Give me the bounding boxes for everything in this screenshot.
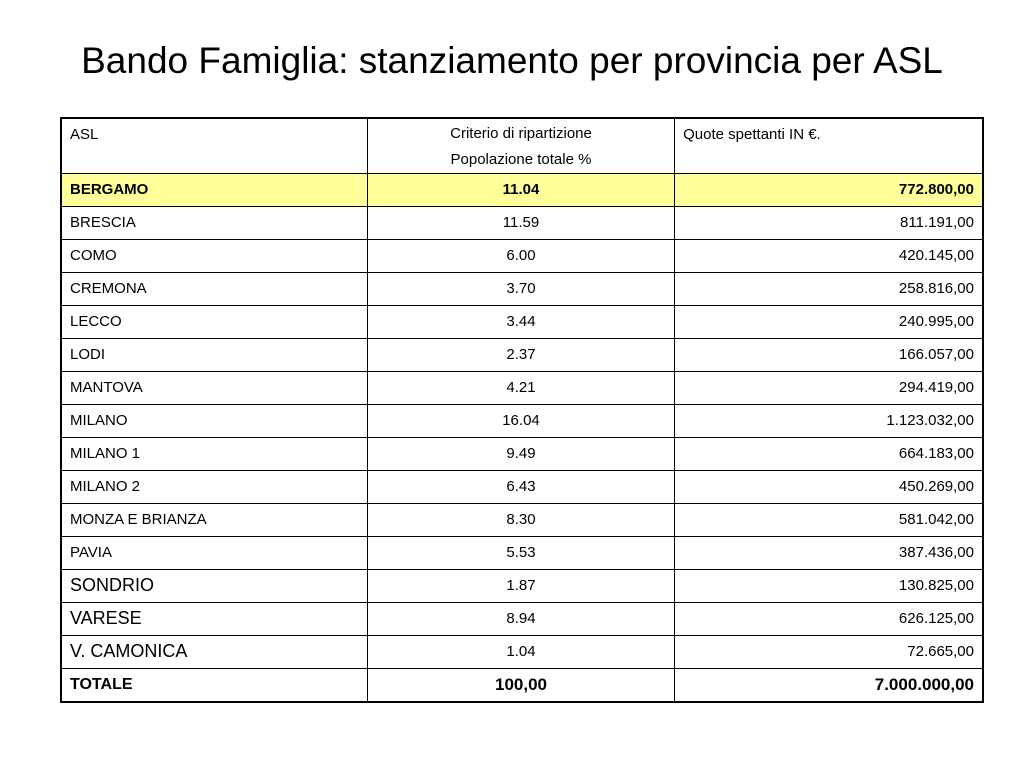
table-total-row bbox=[61, 669, 983, 702]
cell-total-pct: 100,00 bbox=[367, 669, 674, 702]
cell-asl: V. CAMONICA bbox=[61, 636, 367, 669]
cell-asl: LECCO bbox=[61, 306, 367, 339]
cell-asl: COMO bbox=[61, 240, 367, 273]
cell-pct: 1.87 bbox=[367, 570, 674, 603]
table-row bbox=[61, 438, 983, 471]
allocation-table bbox=[60, 117, 984, 703]
cell-asl: BRESCIA bbox=[61, 207, 367, 240]
cell-pct: 3.70 bbox=[367, 273, 674, 306]
cell-quota: 420.145,00 bbox=[675, 240, 983, 273]
cell-asl: MANTOVA bbox=[61, 372, 367, 405]
cell-asl: PAVIA bbox=[61, 537, 367, 570]
table-row bbox=[61, 339, 983, 372]
cell-quota: 664.183,00 bbox=[675, 438, 983, 471]
table-row bbox=[61, 603, 983, 636]
cell-pct: 8.30 bbox=[367, 504, 674, 537]
cell-asl: SONDRIO bbox=[61, 570, 367, 603]
page-title: Bando Famiglia: stanziamento per provincia per ASL bbox=[81, 40, 943, 81]
cell-asl: MILANO 2 bbox=[61, 471, 367, 504]
table-row bbox=[61, 570, 983, 603]
cell-asl: VARESE bbox=[61, 603, 367, 636]
cell-asl: MILANO bbox=[61, 405, 367, 438]
cell-quota: 387.436,00 bbox=[675, 537, 983, 570]
cell-total-quota: 7.000.000,00 bbox=[675, 669, 983, 702]
cell-pct: 6.43 bbox=[367, 471, 674, 504]
cell-pct: 16.04 bbox=[367, 405, 674, 438]
table-row bbox=[61, 306, 983, 339]
table-row bbox=[61, 504, 983, 537]
cell-pct: 3.44 bbox=[367, 306, 674, 339]
table-row bbox=[61, 405, 983, 438]
cell-asl: MILANO 1 bbox=[61, 438, 367, 471]
cell-quota: 166.057,00 bbox=[675, 339, 983, 372]
cell-asl: MONZA E BRIANZA bbox=[61, 504, 367, 537]
cell-pct: 8.94 bbox=[367, 603, 674, 636]
cell-quota: 581.042,00 bbox=[675, 504, 983, 537]
table-row bbox=[61, 174, 983, 207]
cell-asl: LODI bbox=[61, 339, 367, 372]
cell-quota: 294.419,00 bbox=[675, 372, 983, 405]
header-quote: Quote spettanti IN €. bbox=[675, 118, 983, 174]
table-row bbox=[61, 372, 983, 405]
cell-pct: 9.49 bbox=[367, 438, 674, 471]
table-row bbox=[61, 636, 983, 669]
table-row bbox=[61, 471, 983, 504]
cell-pct: 2.37 bbox=[367, 339, 674, 372]
cell-pct: 11.59 bbox=[367, 207, 674, 240]
header-criterio bbox=[367, 118, 674, 174]
cell-pct: 6.00 bbox=[367, 240, 674, 273]
cell-quota: 72.665,00 bbox=[675, 636, 983, 669]
cell-asl: BERGAMO bbox=[61, 174, 367, 207]
header-criterio-line1: Criterio di ripartizione bbox=[450, 125, 592, 142]
cell-pct: 1.04 bbox=[367, 636, 674, 669]
cell-quota: 450.269,00 bbox=[675, 471, 983, 504]
cell-quota: 772.800,00 bbox=[675, 174, 983, 207]
cell-quota: 130.825,00 bbox=[675, 570, 983, 603]
cell-asl: CREMONA bbox=[61, 273, 367, 306]
cell-pct: 11.04 bbox=[367, 174, 674, 207]
cell-total-label: TOTALE bbox=[61, 669, 367, 702]
table-row bbox=[61, 240, 983, 273]
cell-quota: 1.123.032,00 bbox=[675, 405, 983, 438]
cell-quota: 626.125,00 bbox=[675, 603, 983, 636]
header-criterio-line2: Popolazione totale % bbox=[450, 151, 592, 168]
cell-pct: 5.53 bbox=[367, 537, 674, 570]
cell-pct: 4.21 bbox=[367, 372, 674, 405]
table-header-row bbox=[61, 118, 983, 174]
cell-quota: 811.191,00 bbox=[675, 207, 983, 240]
cell-quota: 240.995,00 bbox=[675, 306, 983, 339]
table-row bbox=[61, 273, 983, 306]
table-row bbox=[61, 537, 983, 570]
header-asl: ASL bbox=[61, 118, 367, 174]
table-row bbox=[61, 207, 983, 240]
cell-quota: 258.816,00 bbox=[675, 273, 983, 306]
